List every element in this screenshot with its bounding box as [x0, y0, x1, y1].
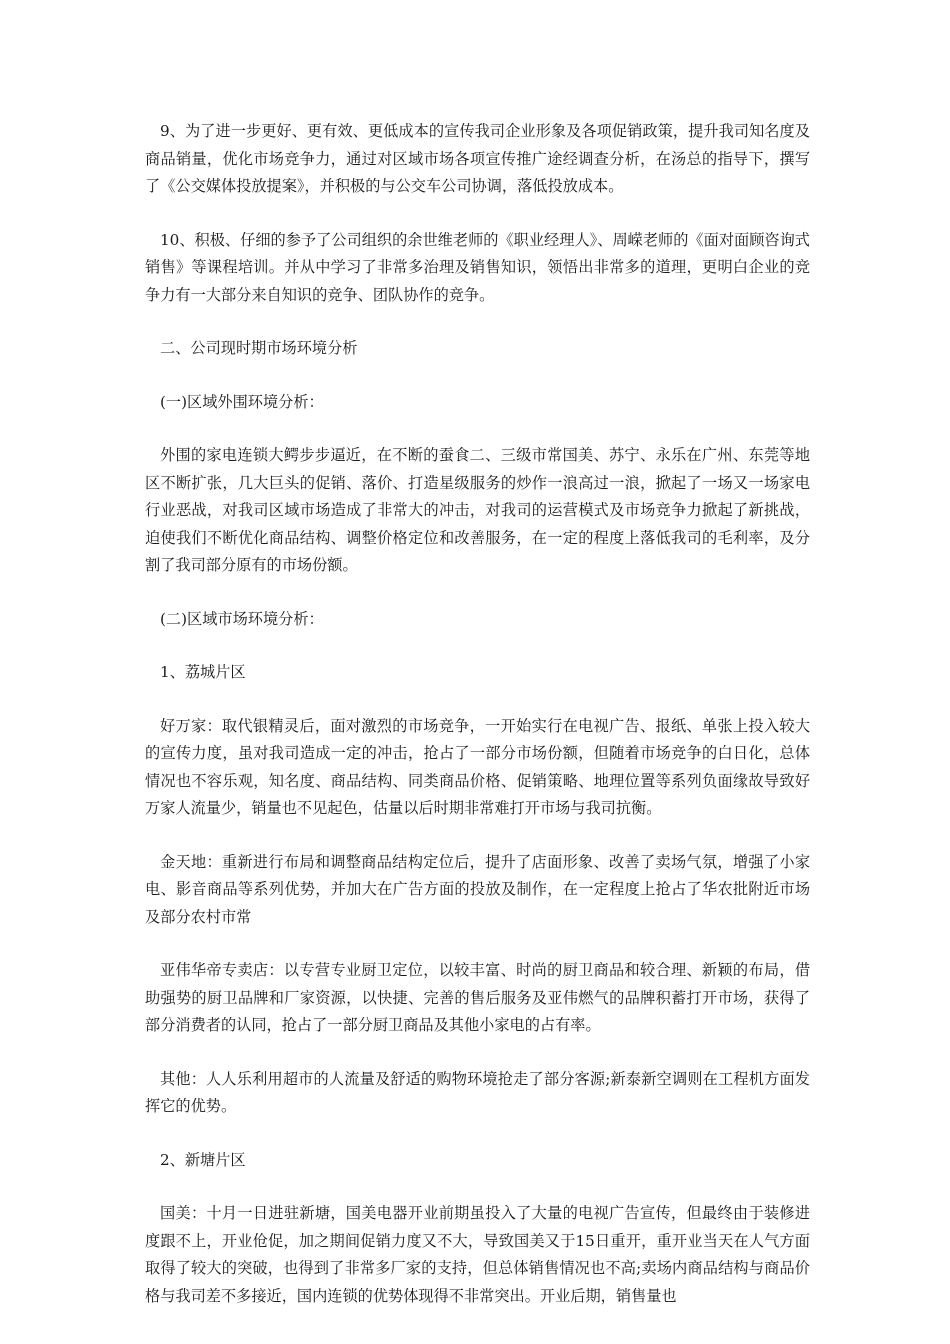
section-heading-market-analysis: 二、公司现时期市场环境分析 — [160, 339, 358, 357]
paragraph-haowanjia: 好万家：取代银精灵后，面对激烈的市场竞争，一开始实行在电视广告、报纸、单张上投入较大的宣传力度，虽对我司造成一定的冲击，抢占了一部分市场份额，但随着市场竞争的白日化，总体情况也不容乐观，知名度、商品结构、同类商品价格、促销策略、地理位置等系列负面缘故导致好万家人流量少，销量也不见起色，估量以后时期非常难打开市场与我司抗衡。 — [145, 716, 810, 817]
paragraph-yawei-vatti: 亚伟华帝专卖店：以专营专业厨卫定位，以较丰富、时尚的厨卫商品和较合理、新颖的布局，借助强势的厨卫品牌和厂家资源，以快捷、完善的售后服务及亚伟燃气的品牌积蓄打开市场，获得了部分消费者的认同，抢占了一部分厨卫商品及其他小家电的占有率。 — [145, 961, 810, 1034]
subsection-heading-external: (一)区域外围环境分析： — [160, 392, 324, 411]
area-heading-licheng: 1、荔城片区 — [160, 663, 246, 681]
paragraph-item-9: 9、为了进一步更好、更有效、更低成本的宣传我司企业形象及各项促销政策，提升我司知名度及商品销量，优化市场竞争力，通过对区域市场各项宣传推广途经调查分析，在汤总的指导下，撰写了《公交媒体投放提案》，并积极的与公交车公司协调，落低投放成本。 — [145, 122, 810, 195]
subsection-heading-regional: (二)区域市场环境分析： — [160, 609, 324, 628]
paragraph-jintiandi: 金天地：重新进行布局和调整商品结构定位后，提升了店面形象、改善了卖场气氛，增强了小家电、影音商品等系列优势，并加大在广告方面的投放及制作，在一定程度上抢占了华农批附近市场及部分农村市常 — [145, 852, 810, 926]
paragraph-gome: 国美：十月一日进驻新塘，国美电器开业前期虽投入了大量的电视广告宣传，但最终由于装修进度跟不上，开业伧促，加之期间促销力度又不大，导致国美又于15日重开，重开业当天在人气方面取得了较大的突破，也得到了非常多厂家的支持，但总体销售情况也不高;卖场内商品结构与商品价格与我司差不多接近，国内连锁的优势体现得不非常突出。开业后期，销售量也 — [145, 1204, 810, 1305]
area-heading-xintang: 2、新塘片区 — [160, 1150, 246, 1169]
paragraph-item-10: 10、积极、仔细的参予了公司组织的余世维老师的《职业经理人》、周嵘老师的《面对面顾咨询式销售》等课程培训。并从中学习了非常多治理及销售知识，领悟出非常多的道理，更明白企业的竞争力有一大部分来自知识的竞争、团队协作的竞争。 — [145, 230, 810, 304]
paragraph-external-environment: 外围的家电连锁大鳄步步逼近，在不断的蚕食二、三级市常国美、苏宁、永乐在广州、东莞等地区不断扩张，几大巨头的促销、落价、打造星级服务的炒作一浪高过一浪，掀起了一场又一场家电行业恶战，对我司区域市场造成了非常大的冲击，对我司的运营模式及市场竞争力掀起了新挑战，迫使我们不断优化商品结构、调整价格定位和改善服务，在一定的程度上落低我司的毛利率，及分割了我司部分原有的市场份额。 — [145, 446, 810, 574]
paragraph-others: 其他：人人乐利用超市的人流量及舒适的购物环境抢走了部分客源;新泰新空调则在工程机方面发挥它的优势。 — [145, 1069, 810, 1115]
document-page — [145, 118, 810, 1336]
